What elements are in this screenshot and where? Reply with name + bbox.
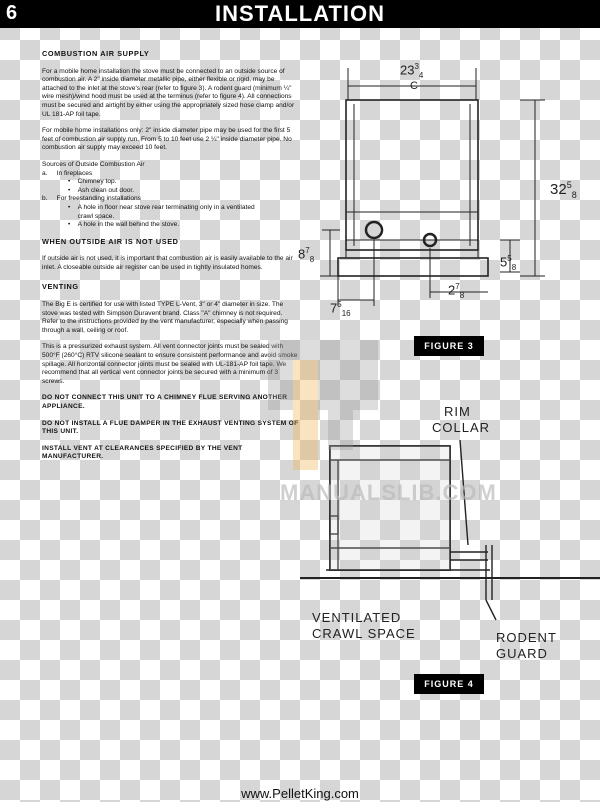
figure-3-label: FIGURE 3 [414, 336, 484, 356]
list-item: • A hole in floor near stove rear terminating only in a ventilated crawl space. [68, 203, 255, 220]
warning-clearance: INSTALL VENT AT CLEARANCES SPECIFIED BY THE VENT MANUFACTURER. [42, 444, 243, 461]
rodent-guard-label: RODENT GUARD [496, 630, 557, 661]
dim-bottom-right-label: $2^7_8$ [448, 282, 465, 300]
list-item: • Chimney top. [68, 178, 117, 186]
page-title: INSTALLATION [214, 1, 386, 26]
combustion-air-heading: COMBUSTION AIR SUPPLY [42, 49, 150, 58]
page-number: 6 [6, 2, 18, 24]
figure-4-label: FIGURE 4 [414, 674, 484, 694]
rim-collar-label: RIM COLLAR [432, 404, 491, 435]
combustion-paragraph-1: For a mobile home installation the stove must be connected to an outside source of combustion air. A 2" inside diameter metallic pipe, either flexible or rigid, may be attached to the inlet at the stove's rear (refer to figure 3). A rodent guard (minimum ¼" wire mesh)/wind hood must be used at the terminus (refer to figure 4). All connections must be secured and airtight by either using the appropriately sized hose clamp and/or UL 181-AP foil tape. [42, 67, 295, 118]
crawl-space-label: VENTILATED CRAWL SPACE [312, 610, 416, 641]
footer-url[interactable]: www.PelletKing.com [241, 786, 359, 801]
venting-paragraph-2: This is a pressurized exhaust system. All vent connector joints must be sealed with 500°F (260°C) RTV silicone sealant to ensure consistent performance and avoid smoke spillage. All horizontal connector joints must be sealed with UL-181-AP foil tape. We recommend that all vertical vent connector joints be secured with a minimum of 3 screws. [42, 343, 298, 385]
dim-right-label: $5^5_8$ [500, 254, 517, 272]
watermark-logo [258, 330, 388, 485]
outside-air-heading: WHEN OUTSIDE AIR IS NOT USED [42, 236, 179, 246]
dim-width-sub: C [410, 80, 418, 92]
sources-title: Sources of Outside Combustion Air [42, 160, 145, 168]
list-marker-a: a. [42, 169, 48, 177]
combustion-paragraph-2: For mobile home installations only: 2" inside diameter pipe may be used for the first 5 feet of combustion air supply run. From 5 to 10 feet use 2 ¼" inside diameter pipe. No combustion air supply may exceed 10 feet. [42, 127, 292, 152]
dim-width-label: $23^3_4$ [400, 62, 424, 80]
list-item: • Ash clean out door. [68, 186, 135, 194]
dim-bottom-left-label: $7^5_{16}$ [330, 300, 351, 318]
list-item: • A hole in the wall behind the stove. [68, 221, 180, 229]
dim-left-label: $8^7_8$ [298, 246, 315, 264]
venting-paragraph-1: The Big E is certified for use with listed TYPE L-Vent, 3" or 4" diameter in size. The stove was tested with Simpson Duravent brand. Class "A" chimney is not required. Refer to the instructions provided by the vent manufacturer, especially when passing through a wall, ceiling or roof. [42, 301, 288, 334]
dim-height-label: $32^5_8$ [550, 180, 577, 200]
list-marker-b: b. [42, 195, 48, 203]
watermark-text: MANUALSLIB.COM [280, 480, 497, 505]
outside-air-paragraph: If outside air is not used, it is important that combustion air is easily available to the air inlet. A closeable outside air register can be used in tightly insulated homes. [42, 255, 293, 271]
list-b-text: For freestanding installations [56, 195, 141, 203]
warning-chimney: DO NOT CONNECT THIS UNIT TO A CHIMNEY FLUE SERVING ANOTHER APPLIANCE. [42, 394, 288, 410]
warning-damper: DO NOT INSTALL A FLUE DAMPER IN THE EXHAUST VENTING SYSTEM OF THIS UNIT. [42, 419, 299, 436]
list-a-text: In fireplaces [56, 169, 93, 177]
venting-heading: VENTING [42, 282, 79, 292]
